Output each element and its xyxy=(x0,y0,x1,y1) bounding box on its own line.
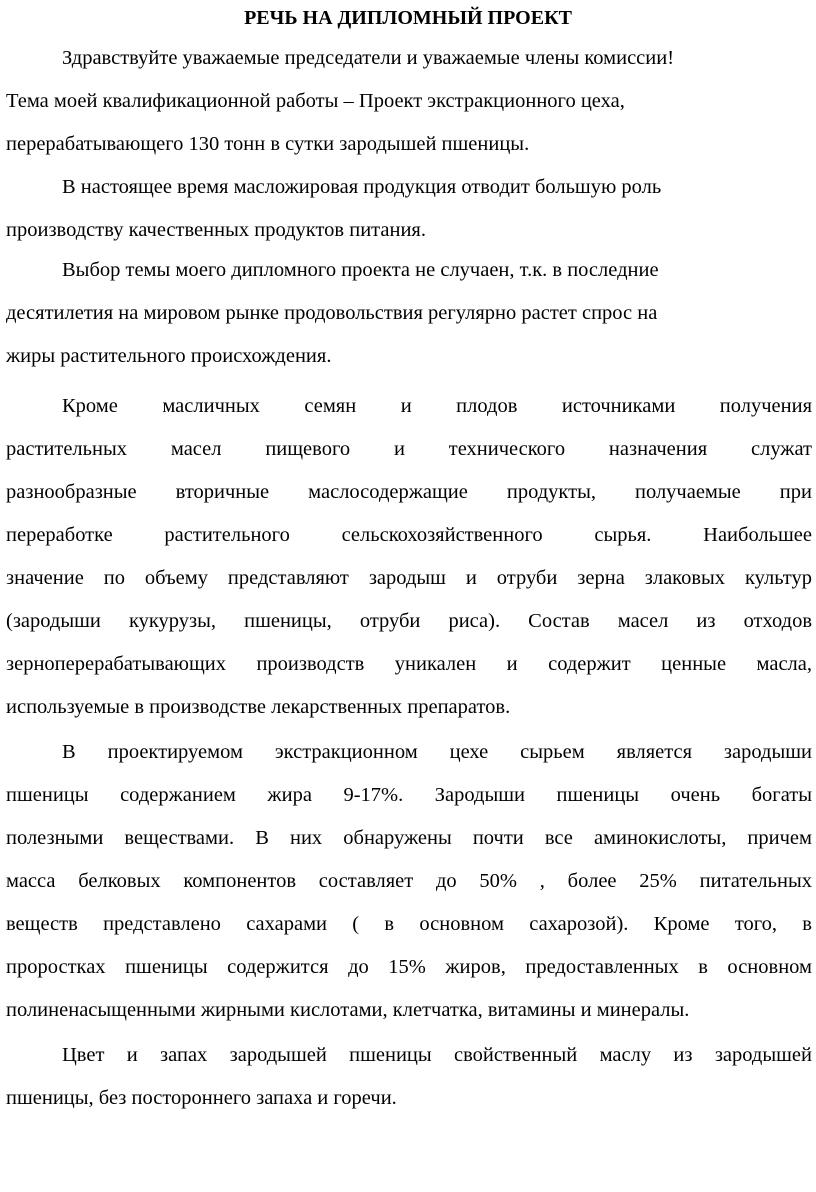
paragraph-topic-choice xyxy=(6,249,812,378)
paragraph-raw-sources xyxy=(6,385,812,729)
paragraph-line: полиненасыщенными жирными кислотами, клетчатка, витамины и минералы. xyxy=(6,999,690,1021)
paragraph-line: Кроме масличных семян и плодов источниками получения xyxy=(62,395,812,417)
paragraph-line: масса белковых компонентов составляет до 50% , более 25% питательных xyxy=(6,870,812,892)
paragraph-line: используемые в производстве лекарственных препаратов. xyxy=(6,696,511,718)
paragraph-line: полезными веществами. В них обнаружены почти все аминокислоты, причем xyxy=(6,827,812,849)
paragraph-line: производству качественных продуктов питания. xyxy=(6,219,426,241)
paragraph-line: пшеницы содержанием жира 9-17%. Зародыши пшеницы очень богаты xyxy=(6,784,812,806)
paragraph-line: проростках пшеницы содержится до 15% жиров, предоставленных в основном xyxy=(6,956,812,978)
paragraph-line: переработке растительного сельскохозяйственного сырья. Наибольшее xyxy=(6,524,812,546)
paragraph-line: десятилетия на мировом рынке продовольствия регулярно растет спрос на xyxy=(6,302,658,324)
paragraph-line: Выбор темы моего дипломного проекта не случаен, т.к. в последние xyxy=(62,259,659,281)
document-title: РЕЧЬ НА ДИПЛОМНЫЙ ПРОЕКТ xyxy=(244,7,572,29)
paragraph-line: зерноперерабатывающих производств уникален и содержит ценные масла, xyxy=(6,653,812,675)
paragraph-line: Цвет и запах зародышей пшеницы свойственный маслу из зародышей xyxy=(62,1044,812,1066)
paragraph-line: пшеницы, без постороннего запаха и горечи. xyxy=(6,1087,397,1109)
paragraph-line: перерабатывающего 130 тонн в сутки зародышей пшеницы. xyxy=(6,133,530,155)
paragraph-line: В проектируемом экстракционном цехе сырьем является зародыши xyxy=(62,741,812,763)
paragraph-color-smell xyxy=(6,1034,812,1120)
paragraph-greeting xyxy=(6,37,812,166)
paragraph-line: растительных масел пищевого и технического назначения служат xyxy=(6,438,812,460)
paragraph-line: разнообразные вторичные маслосодержащие продукты, получаемые при xyxy=(6,481,812,503)
paragraph-wheat-germ xyxy=(6,731,812,1032)
paragraph-line: В настоящее время масложировая продукция отводит большую роль xyxy=(62,176,662,198)
paragraph-relevance xyxy=(6,166,812,252)
paragraph-line: (зародыши кукурузы, пшеницы, отруби риса). Состав масел из отходов xyxy=(6,610,812,632)
paragraph-line: жиры растительного происхождения. xyxy=(6,345,332,367)
paragraph-line: значение по объему представляют зародыш и отруби зерна злаковых культур xyxy=(6,567,812,589)
paragraph-line: Тема моей квалификационной работы – Проект экстракционного цеха, xyxy=(6,90,625,112)
paragraph-line: веществ представлено сахарами ( в основном сахарозой). Кроме того, в xyxy=(6,913,812,935)
paragraph-line: Здравствуйте уважаемые председатели и уважаемые члены комиссии! xyxy=(62,47,675,69)
